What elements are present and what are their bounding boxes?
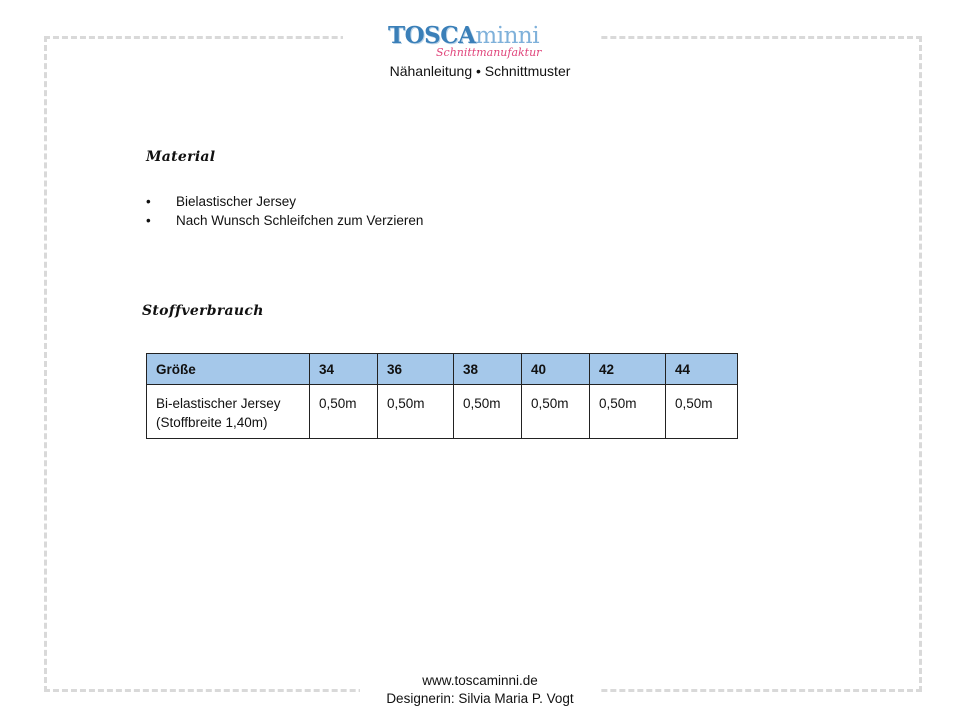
bullet-icon: • xyxy=(146,213,151,228)
document-subtitle: Nähanleitung • Schnittmuster xyxy=(389,63,571,79)
logo-wordmark-tosca: TOSCA xyxy=(388,22,476,49)
row-label-line2: (Stoffbreite 1,40m) xyxy=(156,415,268,430)
table-row xyxy=(147,385,738,439)
material-item-text: Nach Wunsch Schleifchen zum Verzieren xyxy=(176,213,424,228)
logo-wordmark-minni: minni xyxy=(475,23,540,49)
header-cell-40: 40 xyxy=(522,354,590,385)
value-cell: 0,50m xyxy=(378,385,454,439)
header-cell-34: 34 xyxy=(310,354,378,385)
logo-tagline: Schnittmanufaktur xyxy=(436,46,542,59)
material-list xyxy=(146,192,423,230)
header-cell-38: 38 xyxy=(454,354,522,385)
header-cell-44: 44 xyxy=(666,354,738,385)
value-cell: 0,50m xyxy=(310,385,378,439)
header-cell-42: 42 xyxy=(590,354,666,385)
list-item xyxy=(146,192,423,211)
value-cell: 0,50m xyxy=(454,385,522,439)
fabric-usage-table xyxy=(146,353,738,439)
header-cell-size: Größe xyxy=(147,354,310,385)
table-header-row xyxy=(147,354,738,385)
value-cell: 0,50m xyxy=(590,385,666,439)
bullet-icon: • xyxy=(146,194,151,209)
row-label-cell xyxy=(147,385,310,439)
value-cell: 0,50m xyxy=(522,385,590,439)
page-footer xyxy=(0,672,960,708)
footer-designer: Designerin: Silvia Maria P. Vogt xyxy=(386,691,574,706)
logo-wordmark xyxy=(388,22,539,49)
header-cell-36: 36 xyxy=(378,354,454,385)
footer-website: www.toscaminni.de xyxy=(422,673,538,688)
toscaminni-logo xyxy=(388,20,558,62)
material-item-text: Bielastischer Jersey xyxy=(176,194,297,209)
list-item xyxy=(146,211,423,230)
material-heading: Material xyxy=(146,149,216,165)
stoffverbrauch-heading: Stoffverbrauch xyxy=(142,303,264,319)
value-cell: 0,50m xyxy=(666,385,738,439)
row-label-line1: Bi-elastischer Jersey xyxy=(156,396,281,411)
